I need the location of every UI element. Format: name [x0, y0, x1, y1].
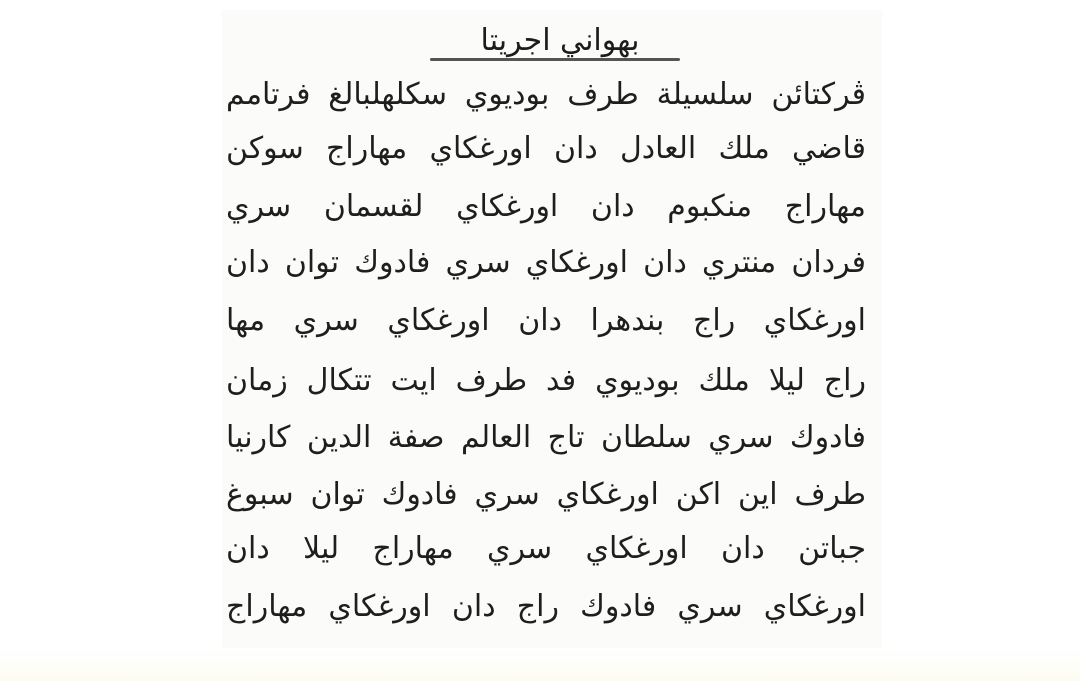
manuscript-line-9: جباتن دان اورغكاي سري مهاراج ليلا دان — [226, 531, 866, 566]
heading-underline — [430, 58, 680, 61]
manuscript-line-1: ڤركتائن سلسيلة طرف بوديوي سكلهلبالغ فرتامم — [226, 77, 866, 112]
manuscript-line-7: فادوك سري سلطان تاج العالم صفة الدين كارنيا — [226, 420, 866, 455]
manuscript-line-3: مهاراج منكبوم دان اورغكاي لقسمان سري — [226, 189, 866, 224]
manuscript-heading: بهواني اجريتا — [480, 23, 640, 58]
manuscript-line-8: طرف اين اكن اورغكاي سري فادوك توان سبوغ — [226, 477, 866, 512]
bottom-margin — [0, 648, 1080, 681]
manuscript-line-10: اورغكاي سري فادوك راج دان اورغكاي مهاراج — [226, 589, 866, 624]
manuscript-line-5: اورغكاي راج بندهرا دان اورغكاي سري مها — [226, 303, 866, 338]
manuscript-line-6: راج ليلا ملك بوديوي فد طرف ايت تتكال زمان — [226, 363, 866, 398]
manuscript-line-2: قاضي ملك العادل دان اورغكاي مهاراج سوكن — [226, 131, 866, 166]
manuscript-line-4: فردان منتري دان اورغكاي سري فادوك توان دان — [226, 245, 866, 280]
